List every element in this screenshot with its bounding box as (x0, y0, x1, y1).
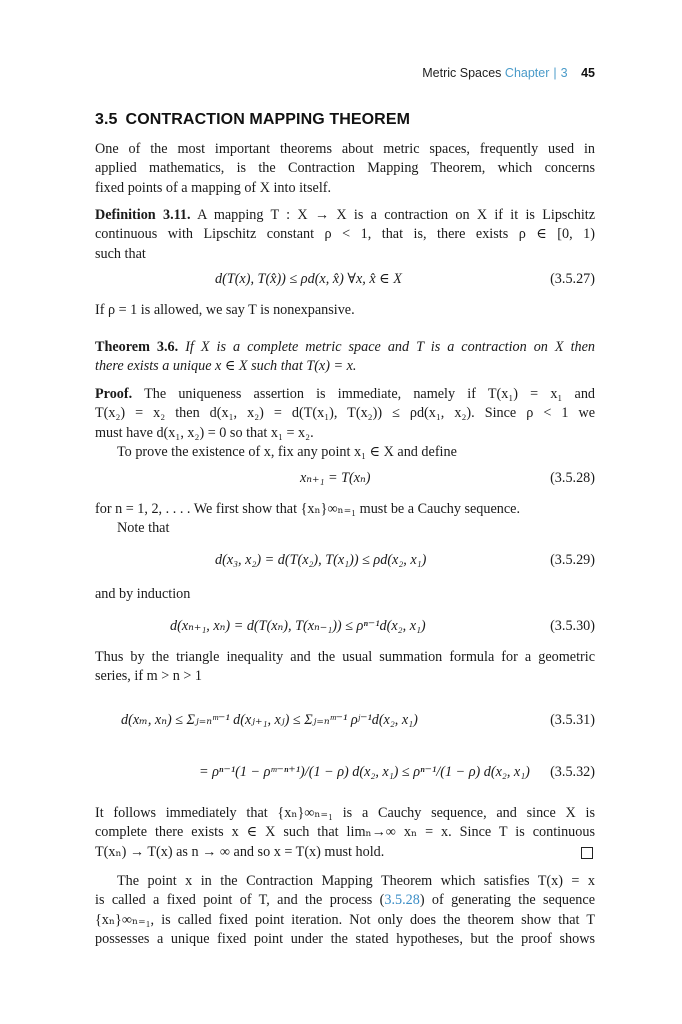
equation-body: d(xₘ, xₙ) ≤ Σⱼ₌ₙᵐ⁻¹ d(xⱼ₊₁, xⱼ) ≤ Σⱼ₌ₙᵐ⁻¹ ρʲ⁻¹d(x₂, x₁) (121, 712, 418, 728)
definition-3-11 (95, 206, 595, 264)
text-line: continuous with Lipschitz constant ρ < 1, that is, there exists ρ ∈ [0, 1) (95, 226, 595, 243)
equation-body: xₙ₊₁ = T(xₙ) (300, 470, 371, 486)
text-line: fixed points of a mapping of X into itself. (95, 179, 332, 196)
qed-symbol (581, 847, 593, 859)
section-heading (95, 111, 410, 129)
equation-tag: (3.5.27) (550, 271, 595, 287)
text-line: T(x₂) = x₂ then d(x₁, x₂) = d(T(x₁), T(x₂)) ≤ ρd(x₁, x₂). Since ρ < 1 we (95, 405, 595, 422)
text-line: is called a fixed point of T, and the process (3.5.28) of generating the sequence (95, 892, 595, 909)
text-line (95, 843, 595, 862)
text-line: for n = 1, 2, . . . . We first show that {xₙ}∞ₙ₌₁ must be a Cauchy sequence. (95, 501, 521, 517)
header-section-title: Metric Spaces (422, 66, 502, 80)
text-line: and by induction (95, 586, 191, 602)
page-number: 45 (581, 66, 595, 80)
equation-tag: (3.5.29) (550, 552, 595, 568)
header-chapter-label: Chapter (504, 66, 550, 80)
text-line: such that (95, 245, 146, 262)
definition-label: Definition 3.11. (95, 207, 191, 223)
equation-tag: (3.5.32) (550, 764, 595, 780)
cauchy-paragraph (95, 500, 595, 539)
text-line-content: T(xₙ) → T(x) as n → ∞ and so x = T(x) must hold. (95, 843, 385, 860)
closing-paragraph (95, 872, 595, 949)
equation-3-5-29 (95, 552, 595, 572)
running-header: Metric Spaces Chapter | 3 45 (422, 66, 595, 80)
text-line: If ρ = 1 is allowed, we say T is nonexpansive. (95, 302, 355, 318)
equation-body: d(xₙ₊₁, xₙ) = d(T(xₙ), T(xₙ₋₁)) ≤ ρⁿ⁻¹d(x₂, x₁) (170, 618, 426, 634)
proof-label: Proof. (95, 386, 133, 402)
equation-body: = ρⁿ⁻¹(1 − ρᵐ⁻ⁿ⁺¹)/(1 − ρ) d(x₂, x₁) ≤ ρⁿ⁻¹/(1 − ρ) d(x₂, x₁) (199, 764, 530, 780)
text-line: If X is a complete metric space and T is a contraction on X then (185, 339, 595, 355)
text-line: It follows immediately that {xₙ}∞ₙ₌₁ is a Cauchy sequence, and since X is (95, 805, 595, 821)
text-line: Thus by the triangle inequality and the usual summation formula for a geometric (95, 649, 595, 665)
equation-tag: (3.5.28) (550, 470, 595, 486)
text-line: series, if m > n > 1 (95, 668, 203, 685)
proof-paragraph (95, 385, 595, 462)
text-line: complete there exists x ∈ X such that limₙ→∞ xₙ = x. Since T is continuous (95, 824, 595, 841)
equation-body: d(x₃, x₂) = d(T(x₂), T(x₁)) ≤ ρd(x₂, x₁) (215, 552, 427, 568)
theorem-label: Theorem 3.6. (95, 339, 179, 355)
intro-paragraph (95, 140, 595, 198)
equation-3-5-28 (95, 470, 595, 490)
text-line: The uniqueness assertion is immediate, namely if T(x₁) = x₁ and (144, 386, 596, 402)
conclusion-paragraph (95, 804, 595, 862)
equation-3-5-30 (95, 618, 595, 638)
equation-3-5-27 (95, 271, 595, 291)
text-line: applied mathematics, is the Contraction Mapping Theorem, which concerns (95, 160, 595, 177)
equation-3-5-31 (95, 712, 595, 732)
equation-tag: (3.5.30) (550, 618, 595, 634)
equation-body: d(T(x), T(x̂)) ≤ ρd(x, x̂) ∀x, x̂ ∈ X (215, 271, 402, 287)
text-line: there exists a unique x ∈ X such that T(x) = x. (95, 358, 357, 375)
header-chapter-number: 3 (560, 66, 568, 80)
text-line: To prove the existence of x, fix any point x₁ ∈ X and define (117, 443, 457, 460)
section-title: CONTRACTION MAPPING THEOREM (125, 111, 411, 128)
text-line: One of the most important theorems about metric spaces, frequently used in (95, 141, 595, 157)
text-line: A mapping T : X → X is a contraction on X if it is Lipschitz (197, 207, 595, 223)
equation-3-5-32 (95, 764, 595, 784)
section-number: 3.5 (95, 111, 118, 128)
nonexpansive-paragraph (95, 301, 595, 320)
text-line: must have d(x₁, x₂) = 0 so that x₁ = x₂. (95, 424, 314, 441)
text-line: {xₙ}∞ₙ₌₁, is called fixed point iteration. Not only does the theorem show that T (95, 911, 595, 928)
equation-reference-link[interactable]: 3.5.28 (384, 892, 420, 909)
induction-line (95, 585, 595, 604)
text-line: Note that (117, 520, 170, 537)
text-line: The point x in the Contraction Mapping Theorem which satisfies T(x) = x (117, 873, 595, 889)
equation-tag: (3.5.31) (550, 712, 595, 728)
text-line: possesses a unique fixed point under the stated hypotheses, but the proof shows (95, 930, 595, 947)
triangle-paragraph (95, 648, 595, 687)
theorem-3-6 (95, 338, 595, 377)
